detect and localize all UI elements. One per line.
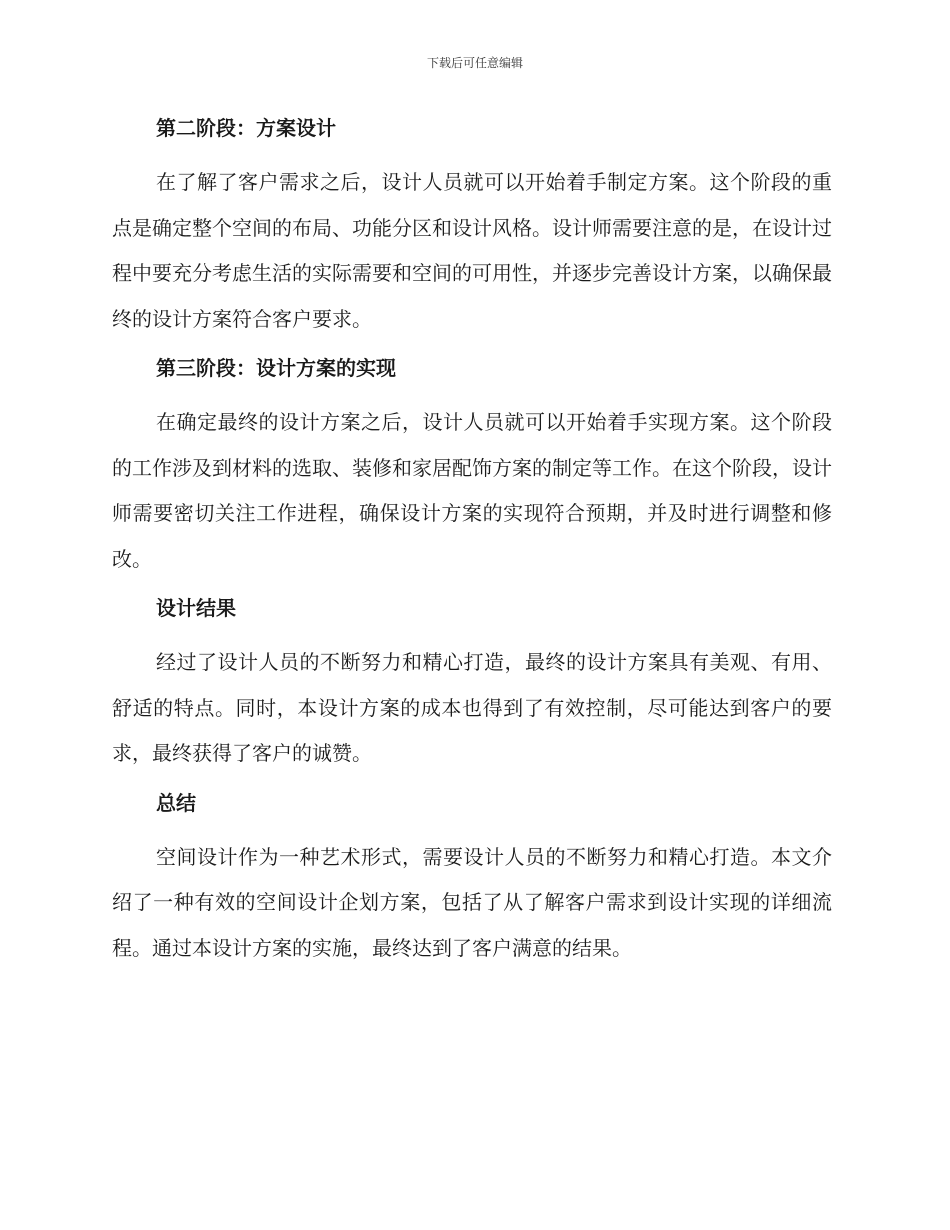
section-summary — [112, 785, 832, 972]
section-heading: 总结 — [156, 790, 196, 815]
section-paragraph: 经过了设计人员的不断努力和精心打造，最终的设计方案具有美观、有用、舒适的特点。同时，本设计方案的成本也得到了有效控制，尽可能达到客户的要求，最终获得了客户的诚赞。 — [112, 650, 832, 765]
section-design-result — [112, 590, 832, 777]
section-paragraph: 在确定最终的设计方案之后，设计人员就可以开始着手实现方案。这个阶段的工作涉及到材料的选取、装修和家居配饰方案的制定等工作。在这个阶段，设计师需要密切关注工作进程，确保设计方案的实现符合预期，并及时进行调整和修改。 — [112, 410, 832, 571]
section-phase-three — [112, 350, 832, 582]
header-note: 下载后可任意编辑 — [426, 56, 523, 70]
section-paragraph: 空间设计作为一种艺术形式，需要设计人员的不断努力和精心打造。本文介绍了一种有效的空间设计企划方案，包括了从了解客户需求到设计实现的详细流程。通过本设计方案的实施，最终达到了客户满意的结果。 — [112, 844, 832, 960]
section-heading: 第二阶段：方案设计 — [156, 116, 336, 140]
section-paragraph: 在了解了客户需求之后，设计人员就可以开始着手制定方案。这个阶段的重点是确定整个空间的布局、功能分区和设计风格。设计师需要注意的是，在设计过程中要充分考虑生活的实际需要和空间的可用性，并逐步完善设计方案，以确保最终的设计方案符合客户要求。 — [112, 170, 832, 331]
section-heading: 第三阶段：设计方案的实现 — [156, 356, 396, 380]
section-phase-two — [112, 110, 832, 342]
section-heading: 设计结果 — [156, 596, 236, 620]
document-body — [112, 110, 832, 971]
